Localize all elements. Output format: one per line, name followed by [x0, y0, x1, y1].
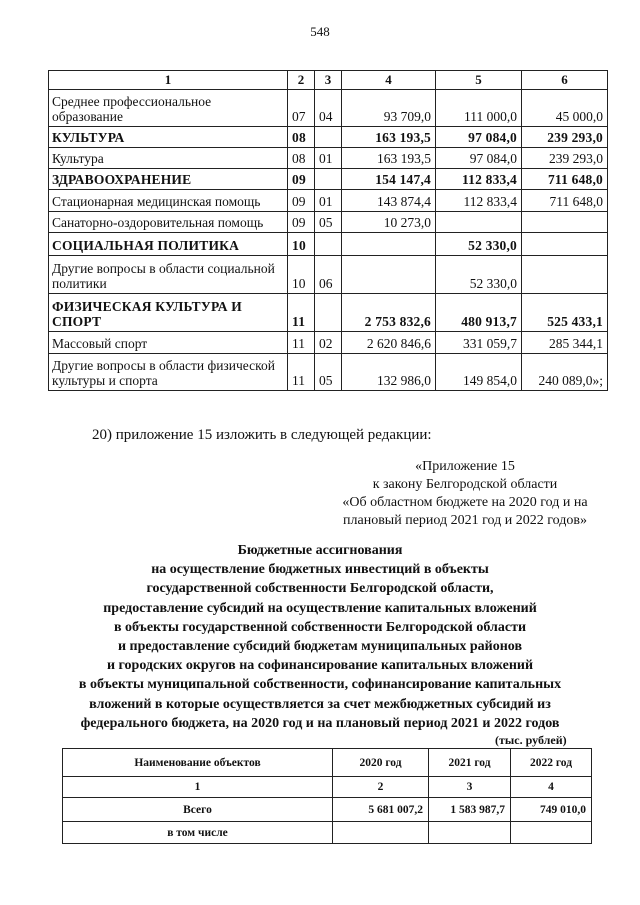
col-header-2022: 2022 год [511, 749, 592, 777]
row-subsection-code: 06 [315, 256, 342, 294]
total-label: Всего [63, 798, 333, 822]
title-line: государственной собственности Белгородской области, [146, 581, 494, 597]
row-value-2022 [522, 212, 608, 233]
row-value-2020: 2 620 846,6 [342, 332, 436, 354]
row-name: Стационарная медицинская помощь [49, 190, 288, 212]
row-value-2021: 97 084,0 [436, 127, 522, 148]
row-value-2022: 239 293,0 [522, 148, 608, 169]
row-value-2020: 143 874,4 [342, 190, 436, 212]
table-row [49, 127, 608, 148]
row-value-2022: 525 433,1 [522, 294, 608, 332]
title-line: на осуществление бюджетных инвестиций в объекты [151, 562, 489, 578]
row-value-2022: 45 000,0 [522, 90, 608, 127]
units-label: (тыс. рублей) [495, 733, 567, 747]
budget-table-upper [48, 70, 608, 391]
row-value-2021: 111 000,0 [436, 90, 522, 127]
row-section-code: 08 [288, 148, 315, 169]
row-value-2021: 52 330,0 [436, 233, 522, 256]
row-name: СОЦИАЛЬНАЯ ПОЛИТИКА [49, 233, 288, 256]
row-subsection-code: 05 [315, 354, 342, 391]
row-value-2022: 285 344,1 [522, 332, 608, 354]
title-line: предоставление субсидий на осуществление капитальных вложений [103, 600, 537, 616]
col-header-6: 6 [522, 71, 608, 90]
row-section-code: 11 [288, 294, 315, 332]
table-row [49, 233, 608, 256]
row-value-2020: 93 709,0 [342, 90, 436, 127]
annex-line: «Приложение 15 [415, 459, 515, 474]
row-value-2021 [436, 212, 522, 233]
row-section-code: 11 [288, 354, 315, 391]
including-2021 [429, 822, 511, 844]
including-2022 [511, 822, 592, 844]
table-row [49, 148, 608, 169]
annex-line: плановый период 2021 год и 2022 годов» [343, 513, 587, 528]
including-2020 [333, 822, 429, 844]
table-row [49, 190, 608, 212]
row-name: ФИЗИЧЕСКАЯ КУЛЬТУРА И СПОРТ [49, 294, 288, 332]
table-row [49, 354, 608, 391]
row-name: КУЛЬТУРА [49, 127, 288, 148]
row-value-2020: 163 193,5 [342, 148, 436, 169]
page-number: 548 [310, 24, 330, 39]
table-row [49, 169, 608, 190]
table-row [49, 332, 608, 354]
table-row [49, 256, 608, 294]
row-subsection-code: 05 [315, 212, 342, 233]
title-line: вложений в которые осуществляется за счет межбюджетных субсидий из [89, 696, 551, 712]
lower-table-header-row [63, 749, 592, 777]
total-2021: 1 583 987,7 [429, 798, 511, 822]
row-value-2020 [342, 256, 436, 294]
col-header-2020: 2020 год [333, 749, 429, 777]
including-label: в том числе [63, 822, 333, 844]
col-header-3: 3 [315, 71, 342, 90]
title-line: и городских округов на софинансирование капитальных вложений [106, 658, 534, 674]
row-section-code: 10 [288, 233, 315, 256]
row-subsection-code [315, 294, 342, 332]
annex-line: к закону Белгородской области [372, 477, 558, 492]
total-2022: 749 010,0 [511, 798, 592, 822]
title-line: федерального бюджета, на 2020 год и на плановый период 2021 и 2022 годов [80, 715, 560, 731]
row-section-code: 09 [288, 190, 315, 212]
row-name: ЗДРАВООХРАНЕНИЕ [49, 169, 288, 190]
row-value-2020: 132 986,0 [342, 354, 436, 391]
row-value-2022: 711 648,0 [522, 169, 608, 190]
row-value-2022 [522, 256, 608, 294]
row-value-2022: 239 293,0 [522, 127, 608, 148]
row-value-2021: 52 330,0 [436, 256, 522, 294]
row-section-code: 09 [288, 169, 315, 190]
row-value-2021: 112 833,4 [436, 190, 522, 212]
row-name: Культура [49, 148, 288, 169]
title-line: и предоставление субсидий бюджетам муниципальных районов [117, 639, 523, 655]
row-value-2021: 480 913,7 [436, 294, 522, 332]
row-section-code: 08 [288, 127, 315, 148]
row-value-2022: 711 648,0 [522, 190, 608, 212]
col-number-4: 4 [511, 777, 592, 798]
col-header-object-name: Наименование объектов [63, 749, 333, 777]
table-row [49, 212, 608, 233]
row-value-2020: 163 193,5 [342, 127, 436, 148]
upper-table-header-row [49, 71, 608, 90]
row-value-2020: 10 273,0 [342, 212, 436, 233]
table-row [49, 90, 608, 127]
col-header-2021: 2021 год [429, 749, 511, 777]
row-subsection-code [315, 169, 342, 190]
document-title [40, 541, 600, 733]
row-name: Другие вопросы в области социальной политики [49, 256, 288, 294]
row-value-2021: 331 059,7 [436, 332, 522, 354]
title-line: Бюджетные ассигнования [237, 543, 403, 558]
col-number-3: 3 [429, 777, 511, 798]
title-line: в объекты муниципальной собственности, софинансирование капитальных [78, 677, 562, 693]
col-header-4: 4 [342, 71, 436, 90]
row-section-code: 09 [288, 212, 315, 233]
total-2020: 5 681 007,2 [333, 798, 429, 822]
total-row [63, 798, 592, 822]
annex-header [300, 458, 630, 530]
row-section-code: 11 [288, 332, 315, 354]
row-value-2022 [522, 233, 608, 256]
row-subsection-code [315, 127, 342, 148]
row-section-code: 07 [288, 90, 315, 127]
edit-instruction: 20) приложение 15 изложить в следующей редакции: [92, 427, 432, 443]
row-value-2020: 2 753 832,6 [342, 294, 436, 332]
row-subsection-code: 01 [315, 148, 342, 169]
row-section-code: 10 [288, 256, 315, 294]
row-value-2020: 154 147,4 [342, 169, 436, 190]
row-value-2022: 240 089,0»; [522, 354, 608, 391]
row-subsection-code: 04 [315, 90, 342, 127]
row-name: Массовый спорт [49, 332, 288, 354]
row-value-2020 [342, 233, 436, 256]
row-subsection-code [315, 233, 342, 256]
row-value-2021: 149 854,0 [436, 354, 522, 391]
col-header-5: 5 [436, 71, 522, 90]
col-number-2: 2 [333, 777, 429, 798]
col-number-1: 1 [63, 777, 333, 798]
including-row [63, 822, 592, 844]
table-row [49, 294, 608, 332]
row-name: Другие вопросы в области физической культуры и спорта [49, 354, 288, 391]
row-name: Среднее профессиональное образование [49, 90, 288, 127]
row-value-2021: 97 084,0 [436, 148, 522, 169]
lower-table-number-row [63, 777, 592, 798]
row-value-2021: 112 833,4 [436, 169, 522, 190]
row-subsection-code: 01 [315, 190, 342, 212]
annex-line: «Об областном бюджете на 2020 год и на [342, 495, 588, 510]
budget-table-lower [62, 748, 592, 844]
row-name: Санаторно-оздоровительная помощь [49, 212, 288, 233]
col-header-2: 2 [288, 71, 315, 90]
row-subsection-code: 02 [315, 332, 342, 354]
title-line: в объекты государственной собственности Белгородской области [113, 619, 527, 635]
col-header-1: 1 [49, 71, 288, 90]
